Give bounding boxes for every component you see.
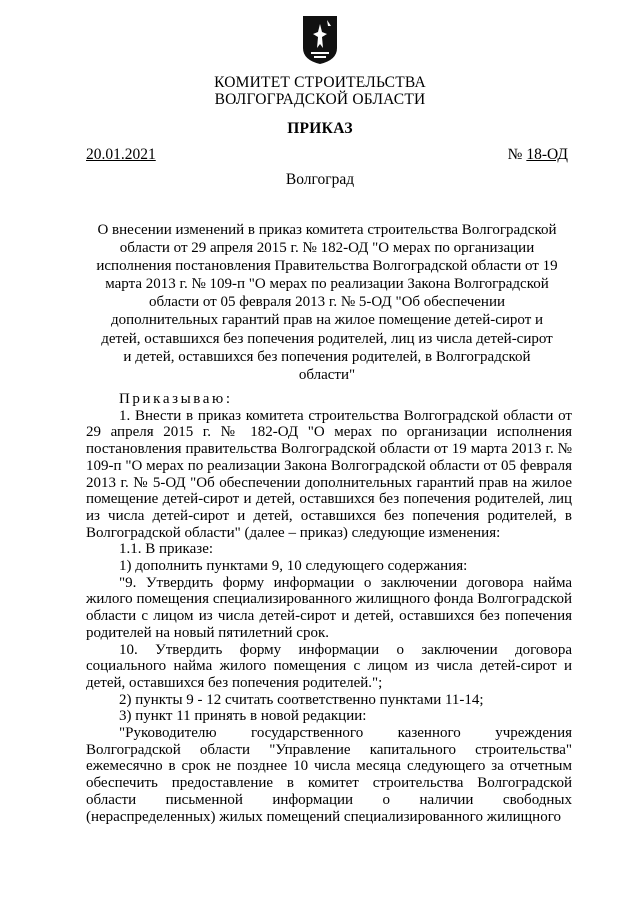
paragraph: 2) пункты 9 - 12 считать соответственно пунктами 11-14; — [119, 691, 484, 708]
organization-name-line1: КОМИТЕТ СТРОИТЕЛЬСТВА — [214, 74, 426, 91]
document-subject: О внесении изменений в приказ комитета строительства Волгоградской области от 29 апреля 2015 г. № 182-ОД "О мерах по организации исполнения постановления Правительства Волгоградской области от 19 марта 2013 г. № 109-п "О мерах по реализации Закона Волгоградской области от 05 февраля 2013 г. № 5-ОД "Об обеспечении дополнительных гарантий прав на жилое помещение детей-сирот и детей, оставшихся без попечения родителей, лиц из числа детей-сирот и детей, оставшихся без попечения родителей, в Волгоградской области" — [96, 222, 558, 383]
prikazyvayu-heading: Приказываю: — [119, 391, 233, 407]
paragraph: 3) пункт 11 принять в новой редакции: — [119, 708, 367, 725]
document-date: 20.01.2021 — [86, 146, 156, 163]
paragraph: 1.1. В приказе: — [119, 541, 214, 558]
paragraph: 1) дополнить пунктами 9, 10 следующего содержания: — [119, 558, 468, 575]
paragraph: 1. Внести в приказ комитета строительства Волгоградской области от 29 апреля 2015 г. № 182-ОД "О мерах по организации исполнения постановления правительства Волгоградской области от 19 марта 2013 г. № 109-п "О мерах по реализации Закона Волгоградской области от 05 февраля 2013 г. № 5-ОД "Об обеспечении дополнительных гарантий прав на жилое помещение детей-сирот и детей, оставшихся без попечения родителей, лиц из числа детей-сирот и детей, оставшихся без попечения родителей, в Волгоградской области" (далее – приказ) следующие изменения: — [86, 407, 572, 541]
volgograd-coat-of-arms-icon — [301, 14, 339, 66]
paragraph: "Руководителю государственного казенного учреждения Волгоградской области "Управление капитального строительства" ежемесячно в срок не позднее 10 числа месяца следующего за отчетным обеспечить предоставление в комитет строительства Волгоградской области письменной информации о наличии свободных (нераспределенных) жилых помещений специализированного жилищного — [86, 725, 572, 825]
document-type: ПРИКАЗ — [287, 120, 353, 137]
emblem — [301, 14, 339, 66]
number-value: 18-ОД — [526, 146, 568, 163]
document-city: Волгоград — [285, 171, 355, 188]
organization-name-line2: ВОЛГОГРАДСКОЙ ОБЛАСТИ — [214, 91, 426, 108]
paragraph: "9. Утвердить форму информации о заключении договора найма жилого помещения специализированного жилищного фонда Волгоградской области с лицом из числа детей-сирот и детей, оставшихся без попечения родителей на новый пятилетний срок. — [86, 574, 572, 641]
document-number — [508, 146, 568, 164]
paragraph: 10. Утвердить форму информации о заключении договора социального найма жилого помещения с лицом из числа детей-сирот и детей, оставшихся без попечения родителей."; — [86, 641, 572, 691]
document-body — [86, 391, 572, 825]
number-prefix: № — [507, 146, 523, 163]
